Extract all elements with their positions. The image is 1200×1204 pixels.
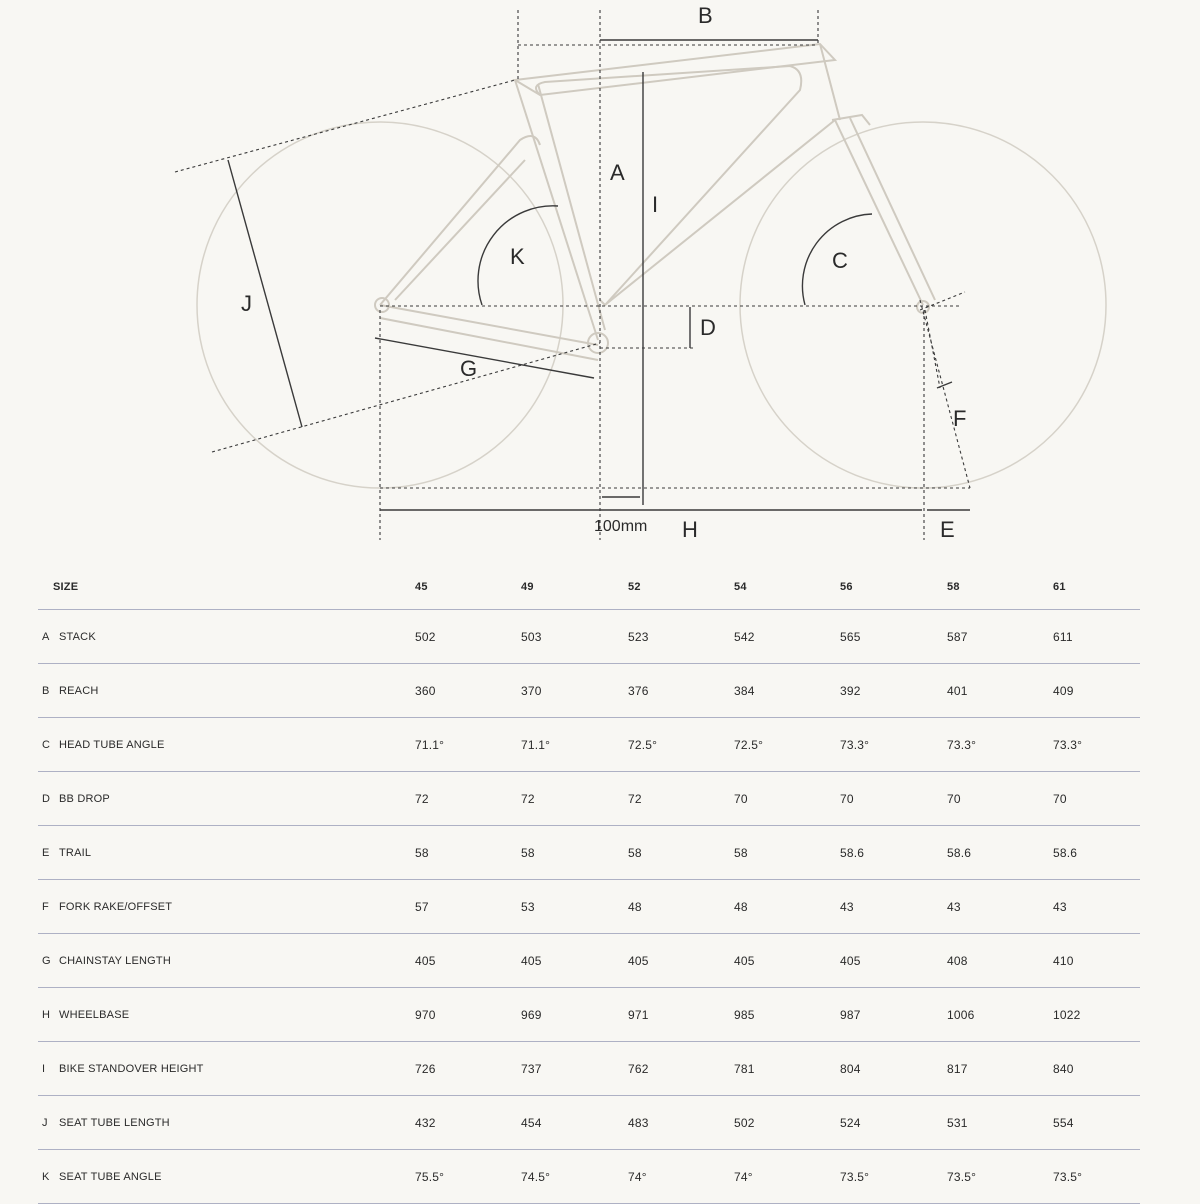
size-header: 56	[840, 581, 853, 593]
row-value: 72	[628, 791, 642, 806]
row-value: 360	[415, 683, 436, 698]
row-value: 432	[415, 1115, 436, 1130]
row-value: 74°	[628, 1169, 647, 1184]
row-value: 987	[840, 1007, 861, 1022]
label-e: E	[940, 517, 955, 542]
row-letter: K	[42, 1170, 50, 1183]
row-name: SEAT TUBE LENGTH	[59, 1116, 170, 1129]
row-value: 43	[840, 899, 854, 914]
row-value: 502	[734, 1115, 755, 1130]
row-value: 48	[734, 899, 748, 914]
table-row	[38, 1096, 1140, 1150]
row-value: 781	[734, 1061, 755, 1076]
table-row	[38, 826, 1140, 880]
row-value: 74°	[734, 1169, 753, 1184]
size-column-header: SIZE	[53, 581, 79, 593]
table-header-row	[38, 565, 1140, 610]
row-letter: F	[42, 900, 49, 913]
label-k: K	[510, 244, 525, 269]
label-d: D	[700, 315, 716, 340]
label-j: J	[241, 291, 252, 316]
row-value: 58	[734, 845, 748, 860]
table-body	[38, 610, 1140, 1204]
table-row	[38, 772, 1140, 826]
row-value: 971	[628, 1007, 649, 1022]
size-header: 52	[628, 581, 641, 593]
size-header: 61	[1053, 581, 1066, 593]
row-name: FORK RAKE/OFFSET	[59, 900, 173, 913]
row-value: 405	[628, 953, 649, 968]
row-value: 554	[1053, 1115, 1074, 1130]
row-value: 73.3°	[947, 737, 977, 752]
row-value: 70	[1053, 791, 1067, 806]
row-letter: H	[42, 1008, 51, 1021]
row-value: 43	[1053, 899, 1067, 914]
geometry-diagram	[0, 0, 1200, 560]
row-value: 73.3°	[1053, 737, 1083, 752]
row-value: 985	[734, 1007, 755, 1022]
row-value: 1022	[1053, 1007, 1081, 1022]
row-value: 58	[628, 845, 642, 860]
row-value: 840	[1053, 1061, 1074, 1076]
row-value: 565	[840, 629, 861, 644]
row-value: 73.5°	[840, 1169, 870, 1184]
table-row	[38, 610, 1140, 664]
row-value: 737	[521, 1061, 542, 1076]
row-value: 71.1°	[415, 737, 445, 752]
table-row	[38, 1042, 1140, 1096]
row-name: CHAINSTAY LENGTH	[59, 954, 171, 967]
size-header: 45	[415, 581, 428, 593]
bike-frame-illustration	[0, 0, 1200, 560]
row-value: 72	[415, 791, 429, 806]
label-c: C	[832, 248, 848, 273]
row-value: 409	[1053, 683, 1074, 698]
row-letter: E	[42, 846, 50, 859]
row-name: STACK	[59, 630, 96, 643]
row-value: 405	[415, 953, 436, 968]
row-value: 542	[734, 629, 755, 644]
row-letter: C	[42, 738, 51, 751]
row-value: 817	[947, 1061, 968, 1076]
row-letter: D	[42, 792, 51, 805]
row-letter: I	[42, 1062, 46, 1075]
row-value: 73.3°	[840, 737, 870, 752]
label-f: F	[953, 406, 967, 431]
row-value: 370	[521, 683, 542, 698]
row-value: 503	[521, 629, 542, 644]
label-a: A	[610, 160, 625, 185]
label-offset: 100mm	[594, 518, 648, 535]
table-row	[38, 880, 1140, 934]
row-value: 405	[521, 953, 542, 968]
row-name: TRAIL	[59, 846, 92, 859]
row-value: 531	[947, 1115, 968, 1130]
row-value: 524	[840, 1115, 861, 1130]
table-row	[38, 718, 1140, 772]
row-value: 454	[521, 1115, 542, 1130]
row-value: 410	[1053, 953, 1074, 968]
size-header: 54	[734, 581, 747, 593]
row-letter: J	[42, 1116, 48, 1129]
row-value: 72	[521, 791, 535, 806]
row-value: 762	[628, 1061, 649, 1076]
row-name: HEAD TUBE ANGLE	[59, 738, 165, 751]
size-header: 58	[947, 581, 960, 593]
row-value: 71.1°	[521, 737, 551, 752]
row-value: 502	[415, 629, 436, 644]
label-g: G	[460, 356, 478, 381]
row-value: 72.5°	[628, 737, 658, 752]
row-value: 73.5°	[1053, 1169, 1083, 1184]
row-value: 405	[734, 953, 755, 968]
size-header: 49	[521, 581, 534, 593]
row-value: 405	[840, 953, 861, 968]
table-row	[38, 664, 1140, 718]
row-value: 401	[947, 683, 968, 698]
row-value: 376	[628, 683, 649, 698]
label-b: B	[698, 3, 713, 28]
row-value: 58	[521, 845, 535, 860]
row-letter: B	[42, 684, 50, 697]
row-value: 70	[947, 791, 961, 806]
table-row	[38, 988, 1140, 1042]
table-row	[38, 934, 1140, 988]
row-value: 1006	[947, 1007, 975, 1022]
row-value: 70	[840, 791, 854, 806]
geometry-table	[38, 565, 1140, 1204]
row-value: 53	[521, 899, 535, 914]
row-name: BB DROP	[59, 792, 110, 805]
row-value: 392	[840, 683, 861, 698]
row-value: 408	[947, 953, 968, 968]
row-value: 58.6	[947, 845, 972, 860]
row-letter: G	[42, 954, 51, 967]
label-i: I	[652, 192, 659, 217]
row-value: 70	[734, 791, 748, 806]
row-value: 58	[415, 845, 429, 860]
row-value: 57	[415, 899, 429, 914]
row-value: 58.6	[1053, 845, 1078, 860]
row-letter: A	[42, 630, 50, 643]
row-value: 587	[947, 629, 968, 644]
row-value: 75.5°	[415, 1169, 445, 1184]
label-h: H	[682, 517, 698, 542]
row-value: 483	[628, 1115, 649, 1130]
row-name: REACH	[59, 684, 99, 697]
row-value: 384	[734, 683, 755, 698]
row-value: 523	[628, 629, 649, 644]
table-row	[38, 1150, 1140, 1204]
row-value: 72.5°	[734, 737, 764, 752]
row-value: 74.5°	[521, 1169, 551, 1184]
row-name: BIKE STANDOVER HEIGHT	[59, 1062, 204, 1075]
row-value: 48	[628, 899, 642, 914]
row-value: 611	[1053, 629, 1073, 644]
row-value: 726	[415, 1061, 436, 1076]
row-value: 43	[947, 899, 961, 914]
row-value: 804	[840, 1061, 861, 1076]
row-name: SEAT TUBE ANGLE	[59, 1170, 162, 1183]
row-name: WHEELBASE	[59, 1008, 130, 1021]
row-value: 969	[521, 1007, 542, 1022]
row-value: 58.6	[840, 845, 865, 860]
row-value: 970	[415, 1007, 436, 1022]
row-value: 73.5°	[947, 1169, 977, 1184]
